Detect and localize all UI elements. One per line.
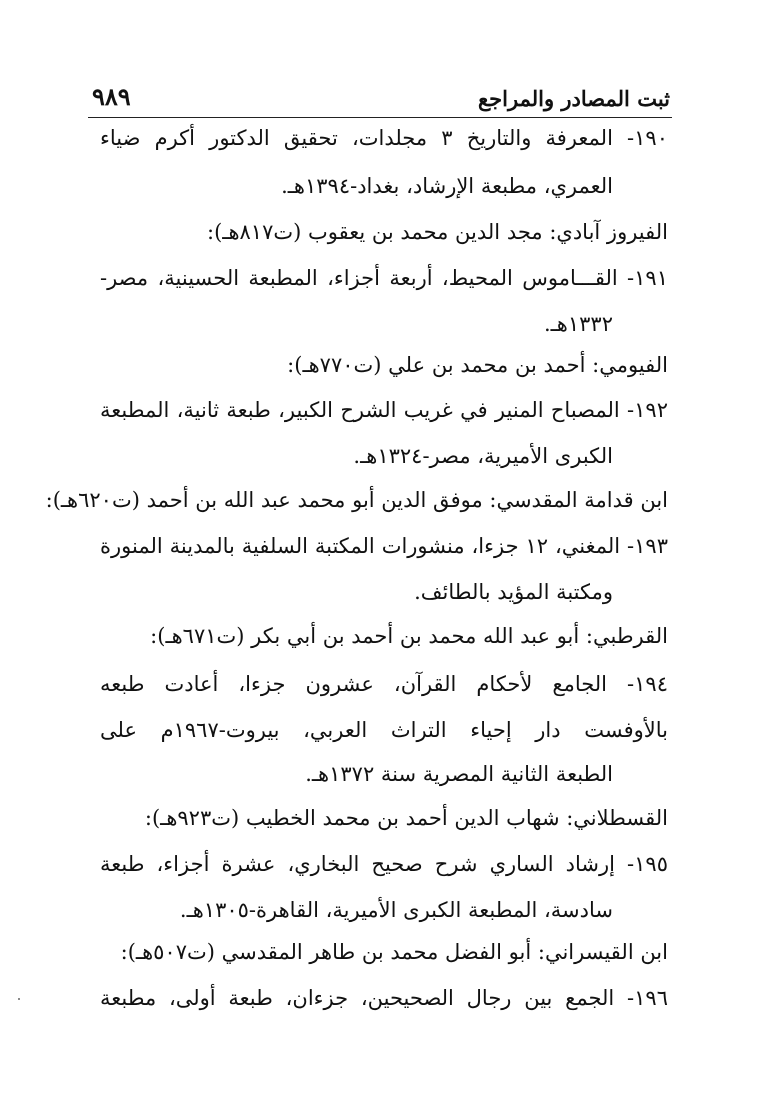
- entry-195-line-2: سادسة، المطبعة الكبرى الأميرية، القاهرة-١٣٠٥هـ.: [179, 898, 613, 922]
- entry-195-line-1: ١٩٥- إرشاد الساري شرح صحيح البخاري، عشرة أجزاء، طبعة: [100, 852, 668, 876]
- entry-192-line-2: الكبرى الأميرية، مصر-١٣٢٤هـ.: [353, 444, 613, 468]
- page-number: ٩٨٩: [92, 82, 131, 111]
- author-heading-qurtubi: القرطبي: أبو عبد الله محمد بن أحمد بن أبي بكر (ت٦٧١هـ):: [150, 624, 668, 648]
- scan-speck: [18, 998, 20, 1000]
- author-heading-fayyumi: الفيومي: أحمد بن محمد بن علي (ت٧٧٠هـ):: [287, 353, 668, 377]
- entry-194-line-3: الطبعة الثانية المصرية سنة ١٣٧٢هـ.: [305, 762, 613, 786]
- entry-193-line-1: ١٩٣- المغني، ١٢ جزءا، منشورات المكتبة السلفية بالمدينة المنورة: [100, 534, 668, 558]
- entry-190-line-2: العمري، مطبعة الإرشاد، بغداد-١٣٩٤هـ.: [281, 174, 613, 198]
- entry-196-line-1: ١٩٦- الجمع بين رجال الصحيحين، جزءان، طبعة أولى، مطبعة: [100, 986, 668, 1010]
- entry-192-line-1: ١٩٢- المصباح المنير في غريب الشرح الكبير، طبعة ثانية، المطبعة: [100, 398, 668, 422]
- entry-190-line-1: ١٩٠- المعرفة والتاريخ ٣ مجلدات، تحقيق الدكتور أكرم ضياء: [100, 126, 668, 150]
- entry-194-line-1: ١٩٤- الجامع لأحكام القرآن، عشرون جزءا، أعادت طبعه: [100, 672, 668, 696]
- running-header: [92, 82, 670, 114]
- entry-194-line-2: بالأوفست دار إحياء التراث العربي، بيروت-١٩٦٧م على: [100, 718, 668, 742]
- header-title: ثبت المصادر والمراجع: [478, 86, 670, 111]
- author-heading-ibn-qudama: ابن قدامة المقدسي: موفق الدين أبو محمد عبد الله بن أحمد (ت٦٢٠هـ):: [45, 488, 668, 512]
- entry-191-line-1: ١٩١- القـــاموس المحيط، أربعة أجزاء، المطبعة الحسينية، مصر-: [100, 266, 668, 290]
- author-heading-qastallani: القسطلاني: شهاب الدين أحمد بن محمد الخطيب (ت٩٢٣هـ):: [144, 806, 668, 830]
- entry-191-line-2: ١٣٣٢هـ.: [543, 312, 613, 336]
- author-heading-ibn-qaysarani: ابن القيسراني: أبو الفضل محمد بن طاهر المقدسي (ت٥٠٧هـ):: [120, 940, 668, 964]
- entry-193-line-2: ومكتبة المؤيد بالطائف.: [414, 580, 613, 604]
- header-rule: [88, 117, 672, 118]
- author-heading-fayruzabadi: الفيروز آبادي: مجد الدين محمد بن يعقوب (ت٨١٧هـ):: [207, 220, 668, 244]
